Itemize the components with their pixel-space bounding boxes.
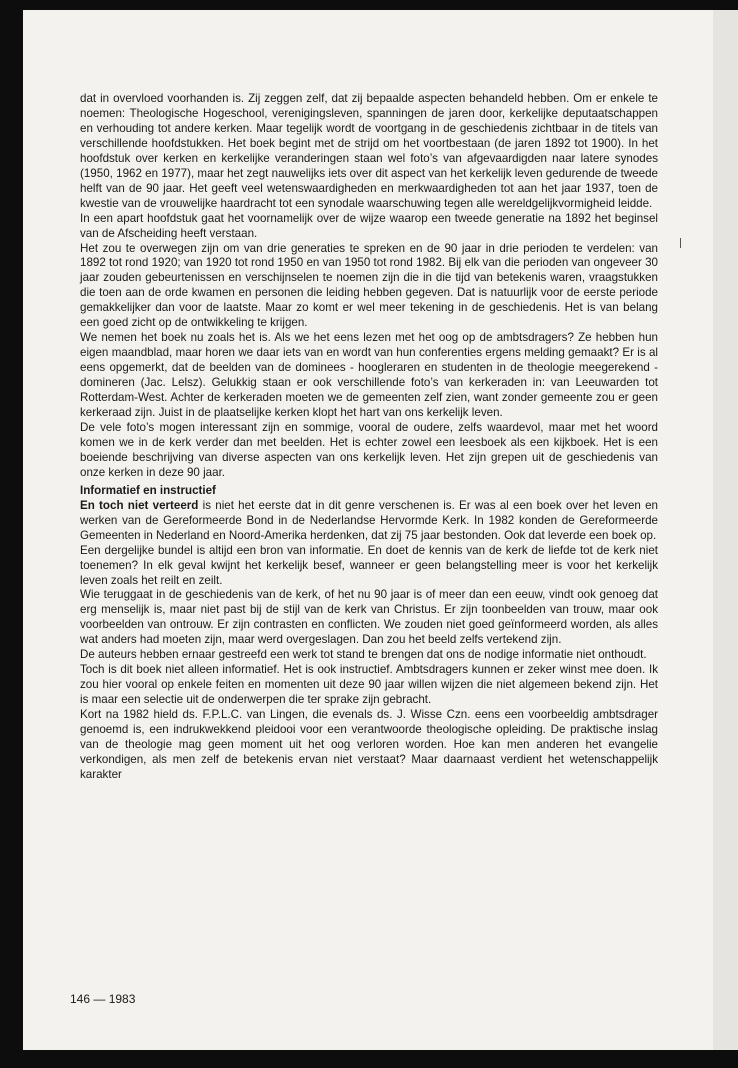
paragraph-7: Wie teruggaat in de geschiedenis van de kerk, of het nu 90 jaar is of meer dan een eeuw, vindt ook genoeg dat erg menselijk is, maar niet past bij de stijl van de kerk van Christus. Er zijn toonbeelden van trouw, maar ook voorbeelden van ontrouw. Er zijn contrasten en conflicten. We zouden niet goed geïnformeerd worden, als alles wat anders had moeten zijn, maar werd overgeslagen. Dan zou het beeld zelfs vertekend zijn. — [80, 588, 658, 647]
paragraph-8: De auteurs hebben ernaar gestreefd een werk tot stand te brengen dat ons de nodige informatie niet onthoudt. — [80, 648, 647, 662]
paragraph-3: Het zou te overwegen zijn om van drie generaties te spreken en de 90 jaar in drie perioden te verdelen: van 1892 tot rond 1920; van 1920 tot rond 1950 en van 1950 tot rond 1982. Bij elk van die perioden van ongeveer 30 jaar zouden gebeurtenissen en verschijnselen te noemen zijn die in die tijd van betekenis waren, vraagstukken die toen aan de orde kwamen en personen die leiding hebben gegeven. Dat is natuurlijk voor de eerste periode gemakkelijker dan voor de laatste. Maar zo komt er wel meer tekening in de geschiedenis. Het is van belang een goed zicht op de ontwikkeling te krijgen. — [80, 241, 658, 330]
section-heading: Informatief en instructief — [80, 483, 216, 497]
scan-mark — [680, 238, 681, 248]
paragraph-2: In een apart hoofdstuk gaat het voornamelijk over de wijze waarop een tweede generatie na 1892 het beginsel van de Afscheiding heeft verstaan. — [80, 211, 658, 240]
paragraph-4: We nemen het boek nu zoals het is. Als we het eens lezen met het oog op de ambtsdragers? Ze hebben hun eigen maandblad, maar horen we daar iets van en wordt van hun conferenties ergens melding gemaakt? Er is al eens opgemerkt, dat de beelden van de dominees - hoogleraren en studenten in de theologie meegerekend - domineren (Jac. Lelsz). Gelukkig staan er ook verschillende foto’s van kerkeraden in: van Leeuwarden tot Rotterdam-West. Achter de kerkeraden moeten we de gemeenten zelf zien, want zonder gemeente zou er geen kerkeraad zijn. Juist in de plaatselijke kerken klopt het hart van ons kerkelijk leven. — [80, 331, 658, 420]
paragraph-10: Kort na 1982 hield ds. F.P.L.C. van Lingen, die evenals ds. J. Wisse Czn. eens een voorbeeldig ambtsdrager genoemd is, een indrukwekkend pleidooi voor een verantwoorde theologische opleiding. De praktische inslag van de theologie mag geen moment uit het oog verloren worden. Hoe kan men anderen het evangelie verkondigen, als men zelf de betekenis ervan niet verstaat? Maar daarnaast verdient het wetenschappelijk karakter — [80, 708, 658, 781]
paragraph-5: De vele foto’s mogen interessant zijn en sommige, vooral de oudere, zelfs waardevol, maar met het woord komen we in de kerk verder dan met beelden. Het is echter zowel een leesboek als een kijkboek. Het is een boeiende beschrijving van diverse aspecten van ons kerkelijk leven. Het zijn grepen uit de geschiedenis van onze kerken in deze 90 jaar. — [80, 420, 658, 479]
paragraph-lead — [80, 499, 658, 544]
book-title-bold: En toch niet verteerd — [80, 498, 199, 512]
paragraph-6: Een dergelijke bundel is altijd een bron van informatie. En doet de kennis van de kerk de liefde tot de kerk niet toenemen? In elk geval kwijnt het kerkelijk besef, wanneer er geen belangstelling meer is voor het kerkelijk leven zoals het reilt en zeilt. — [80, 543, 658, 587]
paragraph-9: Toch is dit boek niet alleen informatief. Het is ook instructief. Ambtsdragers kunnen er zeker winst mee doen. Ik zou hier vooral op enkele feiten en momenten uit deze 90 jaar willen wijzen die niet algemeen bekend zijn. Het is maar een selectie uit de onderwerpen die ter sprake zijn gebracht. — [80, 663, 658, 707]
lead-text: is niet het eerste dat in dit genre verschenen is. Er was al een boek over het leven en werken van de Gereformeerde Bond in de Nederlandse Hervormde Kerk. In 1982 konden de Gereformeerde Gemeenten in Nederland en Noord-Amerika herdenken, dat zij 75 jaar bestonden. Ook dat leverde een boek op. — [80, 498, 658, 542]
paragraph-1: dat in overvloed voorhanden is. Zij zeggen zelf, dat zij bepaalde aspecten behandeld hebben. Om er enkele te noemen: Theologische Hogeschool, verenigingsleven, spanningen de jaren door, kerkelijke deputaatschappen en verhouding tot andere kerken. Maar tegelijk wordt de voortgang in de geschiedenis zichtbaar in de titels van verschillende hoofdstukken. Het boek begint met de strijd om het voortbestaan (de jaren 1892 tot 1900). In het hoofdstuk over kerken en kerkelijke veranderingen staan wel foto’s van afgevaardigden naar latere synodes (1950, 1962 en 1977), maar het zegt nauwelijks iets over dit aspect van het kerkelijk leven gedurende de tweede helft van de 90 jaar. Het geeft veel wetenswaardigheden en merkwaardigheden tot aan het jaar 1937, toen de kwestie van de vrouwelijke haardracht tot een synodale waarschuwing tegen alle wereldgelijkvormigheid leidde. — [80, 92, 658, 210]
scan-margin-right — [713, 10, 738, 1050]
scan-margin-bottom — [0, 1050, 738, 1068]
article-body — [80, 92, 658, 783]
page-footer: 146 — 1983 — [70, 992, 136, 1006]
